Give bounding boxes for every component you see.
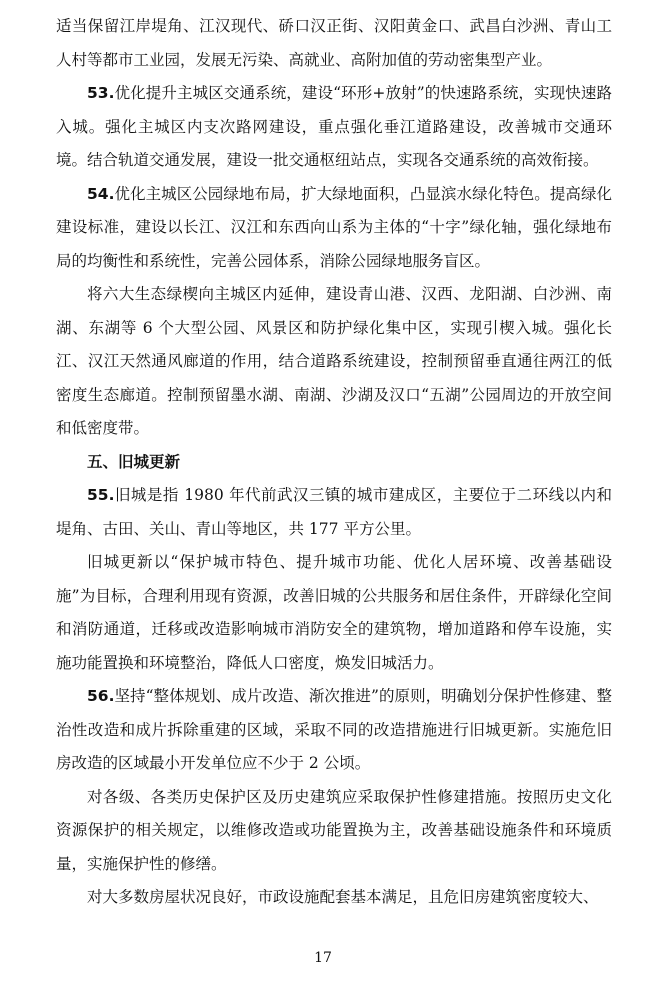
clause-number: 53.	[87, 84, 115, 102]
paragraph	[56, 546, 612, 680]
document-body	[56, 10, 612, 915]
clause-number: 55.	[87, 486, 115, 504]
paragraph-text: 对各级、各类历史保护区及历史建筑应采取保护性修建措施。按照历史文化资源保护的相关规定，以维修改造或功能置换为主，改善基础设施条件和环境质量，实施保护性的修缮。	[56, 787, 612, 873]
paragraph-text: 适当保留江岸堤角、江汉现代、硚口汉正街、汉阳黄金口、武昌白沙洲、青山工人村等都市工业园，发展无污染、高就业、高附加值的劳动密集型产业。	[56, 17, 612, 69]
paragraph-text: 优化主城区公园绿地布局，扩大绿地面积，凸显滨水绿化特色。提高绿化建设标准，建设以长江、汉江和东西向山系为主体的“十字”绿化轴，强化绿地布局的均衡性和系统性，完善公园体系，消除公园绿地服务盲区。	[56, 184, 612, 270]
paragraph-text: 旧城更新以“保护城市特色、提升城市功能、优化人居环境、改善基础设施”为目标，合理利用现有资源，改善旧城的公共服务和居住条件，开辟绿化空间和消防通道，迁移或改造影响城市消防安全的建筑物，增加道路和停车设施，实施功能置换和环境整治，降低人口密度，焕发旧城活力。	[56, 553, 612, 672]
paragraph-text: 将六大生态绿楔向主城区内延伸，建设青山港、汉西、龙阳湖、白沙洲、南湖、东湖等 6 个大型公园、风景区和防护绿化集中区，实现引楔入城。强化长江、汉江天然通风廊道的作用，结合道路系统建设，控制预留垂直通往两江的低密度生态廊道。控制预留墨水湖、南湖、沙湖及汉口“五湖”公园周边的开放空间和低密度带。	[56, 285, 612, 437]
clause-number: 54.	[87, 184, 115, 203]
clause-number: 56.	[87, 687, 115, 705]
clause-55	[56, 479, 612, 546]
paragraph	[56, 10, 612, 77]
paragraph	[56, 881, 612, 915]
paragraph-text: 优化提升主城区交通系统，建设“环形+放射”的快速路系统，实现快速路入城。强化主城区内支次路网建设，重点强化垂江道路建设，改善城市交通环境。结合轨道交通发展，建设一批交通枢纽站点，实现各交通系统的高效衔接。	[56, 84, 612, 169]
paragraph-text: 旧城是指 1980 年代前武汉三镇的城市建成区，主要位于二环线以内和堤角、古田、关山、青山等地区，共 177 平方公里。	[56, 486, 612, 538]
paragraph	[56, 781, 612, 882]
clause-53	[56, 77, 612, 178]
paragraph	[56, 278, 612, 446]
section-heading: 五、旧城更新	[87, 452, 181, 471]
clause-56	[56, 680, 612, 781]
clause-54	[56, 178, 612, 279]
paragraph-text: 对大多数房屋状况良好，市政设施配套基本满足，且危旧房建筑密度较大、	[87, 888, 599, 906]
page-number: 17	[314, 950, 332, 966]
paragraph-text: 坚持“整体规划、成片改造、渐次推进”的原则，明确划分保护性修建、整治性改造和成片拆除重建的区域，采取不同的改造措施进行旧城更新。实施危旧房改造的区域最小开发单位应不少于 2 公顷。	[56, 687, 612, 772]
